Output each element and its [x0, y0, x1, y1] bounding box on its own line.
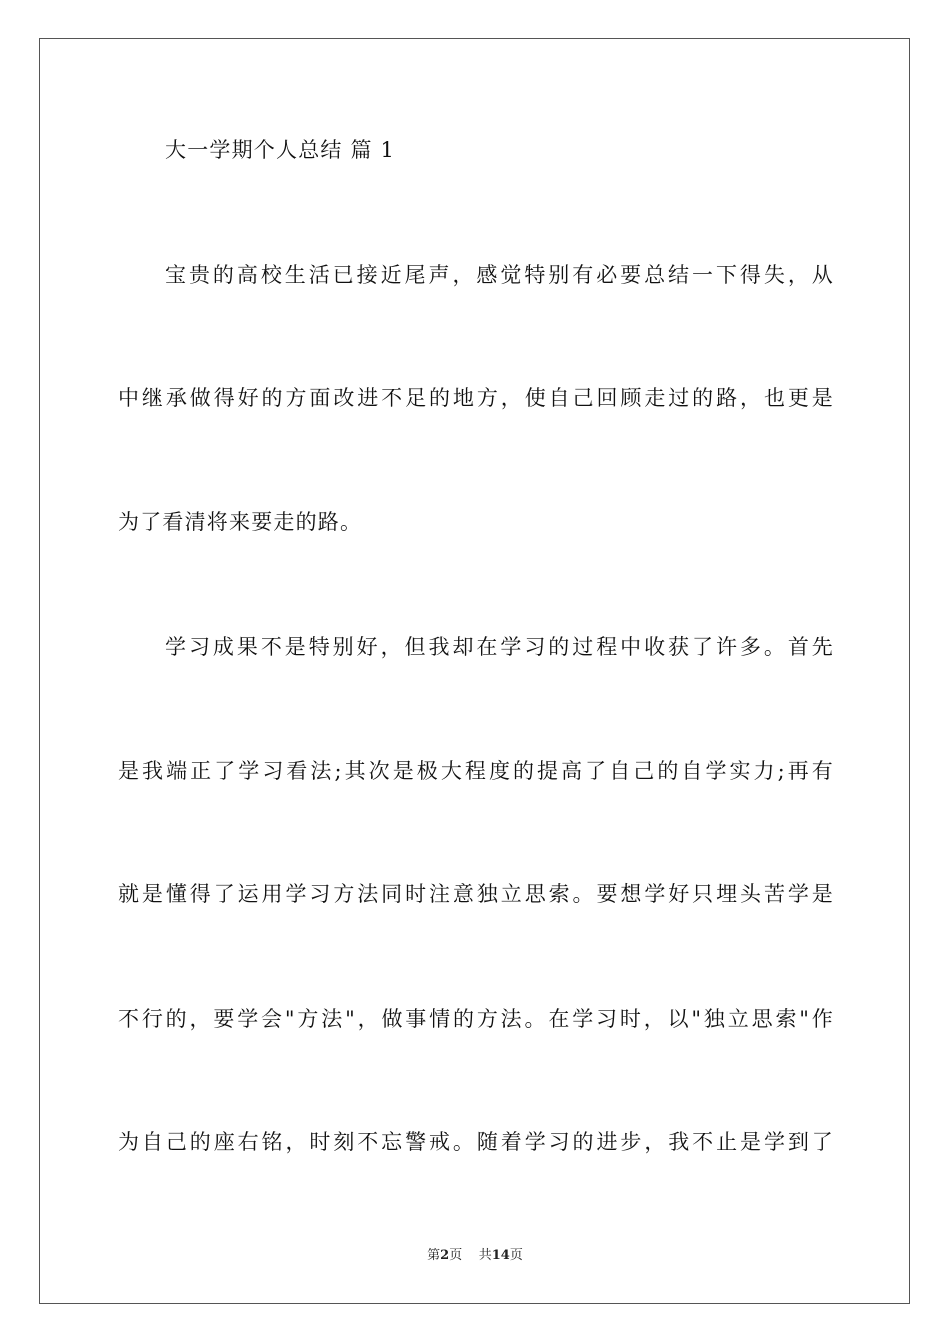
paragraph-line: 学习成果不是特别好，但我却在学习的过程中收获了许多。首先 — [165, 635, 834, 659]
page-suffix: 页 — [449, 1248, 463, 1263]
page-prefix: 第 — [427, 1248, 441, 1263]
paragraph-line: 为自己的座右铭，时刻不忘警戒。随着学习的进步，我不止是学到了 — [118, 1130, 834, 1154]
total-pages: 14 — [491, 1248, 510, 1263]
paragraph-line: 中继承做得好的方面改进不足的地方，使自己回顾走过的路，也更是 — [118, 386, 834, 410]
section-heading: 大一学期个人总结 篇 1 — [165, 138, 396, 162]
total-prefix: 共 — [478, 1248, 492, 1263]
paragraph-line: 不行的，要学会"方法"，做事情的方法。在学习时，以"独立思索"作 — [118, 1007, 834, 1031]
paragraph-line: 是我端正了学习看法;其次是极大程度的提高了自己的自学实力;再有 — [118, 759, 834, 783]
paragraph-line: 宝贵的高校生活已接近尾声，感觉特别有必要总结一下得失，从 — [165, 263, 834, 287]
paragraph-line: 为了看清将来要走的路。 — [118, 510, 363, 534]
page-frame — [39, 38, 910, 1304]
total-suffix: 页 — [509, 1248, 523, 1263]
paragraph-line: 就是懂得了运用学习方法同时注意独立思索。要想学好只埋头苦学是 — [118, 882, 834, 906]
page-footer — [0, 1247, 950, 1265]
page-number: 2 — [440, 1248, 450, 1263]
